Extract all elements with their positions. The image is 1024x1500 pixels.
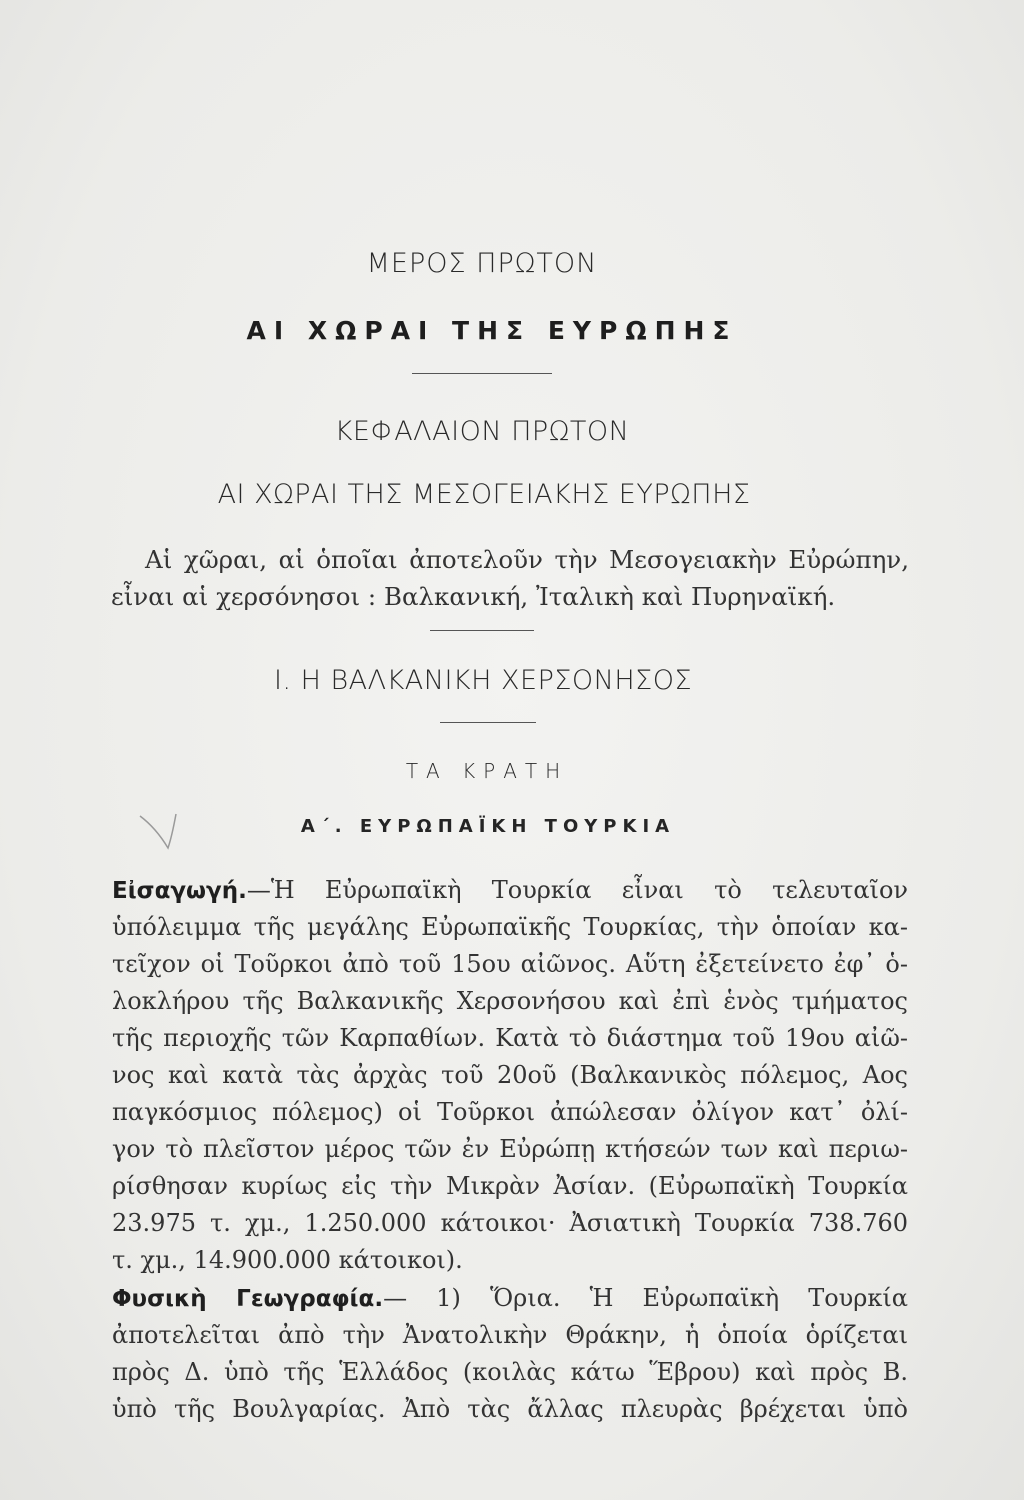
paragraph-line: 23.975 τ. χμ., 1.250.000 κάτοικοι· Ἀσιατικὴ Τουρκία 738.760 — [112, 1209, 908, 1237]
paragraph-line: λοκλήρου τῆς Βαλκανικῆς Χερσονήσου καὶ ἐπὶ ἑνὸς τμήματος — [112, 987, 908, 1015]
paragraph-line: ρίσθησαν κυρίως εἰς τὴν Μικρὰν Ἀσίαν. (Εὐρωπαϊκὴ Τουρκία — [112, 1172, 908, 1200]
main-title: ΑΙ ΧΩΡΑΙ ΤΗΣ ΕΥΡΩΠΗΣ — [246, 316, 738, 345]
paragraph-line: παγκόσμιος πόλεμος) οἱ Τοῦρκοι ἀπώλεσαν ὀλίγον κατ᾽ ὀλί- — [112, 1098, 908, 1126]
divider-rule — [440, 722, 536, 723]
paragraph-line: τεῖχον οἱ Τοῦρκοι ἀπὸ τοῦ 15ου αἰῶνος. Αὕτη ἐξετείνετο ἐφ᾽ ὁ- — [112, 950, 908, 978]
chapter-subtitle: ΑΙ ΧΩΡΑΙ ΤΗΣ ΜΕΣΟΓΕΙΑΚΗΣ ΕΥΡΩΠΗΣ — [217, 479, 751, 510]
part-title: ΜΕΡΟΣ ΠΡΩΤΟΝ — [366, 248, 598, 279]
paragraph-line: Φυσικὴ Γεωγραφία.— 1) Ὅρια. Ἡ Εὐρωπαϊκὴ Τουρκία — [112, 1284, 908, 1312]
paragraph-line: ὑπὸ τῆς Βουλγαρίας. Ἀπὸ τὰς ἄλλας πλευρὰς βρέχεται ὑπὸ — [112, 1395, 908, 1423]
chapter-title: ΚΕΦΑΛΑΙΟΝ ΠΡΩΤΟΝ — [334, 416, 630, 447]
divider-rule — [430, 630, 534, 631]
paragraph-line: γον τὸ πλεῖστον μέρος τῶν ἐν Εὐρώπῃ κτήσεών των καὶ περιω- — [112, 1135, 908, 1163]
paragraph-heading: Φυσικὴ Γεωγραφία. — [112, 1286, 384, 1312]
paragraph-line: Εἰσαγωγή.—Ἡ Εὐρωπαϊκὴ Τουρκία εἶναι τὸ τελευταῖον — [112, 876, 908, 904]
paragraph-line: ὑπόλειμμα τῆς μεγάλης Εὐρωπαϊκῆς Τουρκίας, τὴν ὁποίαν κα- — [112, 913, 908, 941]
intro-line: Αἱ χῶραι, αἱ ὁποῖαι ἀποτελοῦν τὴν Μεσογειακὴν Εὐρώπην, — [145, 545, 909, 574]
divider-rule — [412, 373, 552, 374]
paragraph-line: τῆς περιοχῆς τῶν Καρπαθίων. Κατὰ τὸ διάστημα τοῦ 19ου αἰῶ- — [112, 1024, 908, 1052]
intro-line: εἶναι αἱ χερσόνησοι : Βαλκανική, Ἰταλικὴ καὶ Πυρηναϊκή. — [111, 582, 836, 611]
section-title: Ι. Η ΒΑΛΚΑΝΙΚΗ ΧΕΡΣΟΝΗΣΟΣ — [273, 665, 693, 696]
paragraph-heading: Εἰσαγωγή. — [112, 878, 247, 904]
subsection-title: Α΄. ΕΥΡΩΠΑΪΚΗ ΤΟΥΡΚΙΑ — [300, 816, 676, 837]
states-title: ΤΑ ΚΡΑΤΗ — [405, 759, 569, 783]
paragraph-line: ἀποτελεῖται ἀπὸ τὴν Ἀνατολικὴν Θράκην, ἡ ὁποία ὁρίζεται — [112, 1321, 908, 1349]
paragraph-line: νος καὶ κατὰ τὰς ἀρχὰς τοῦ 20οῦ (Βαλκανικὸς πόλεμος, Αος — [112, 1061, 908, 1089]
paragraph-line: τ. χμ., 14.900.000 κάτοικοι). — [112, 1246, 463, 1274]
paragraph-line: πρὸς Δ. ὑπὸ τῆς Ἑλλάδος (κοιλὰς κάτω Ἕβρου) καὶ πρὸς Β. — [112, 1358, 908, 1386]
